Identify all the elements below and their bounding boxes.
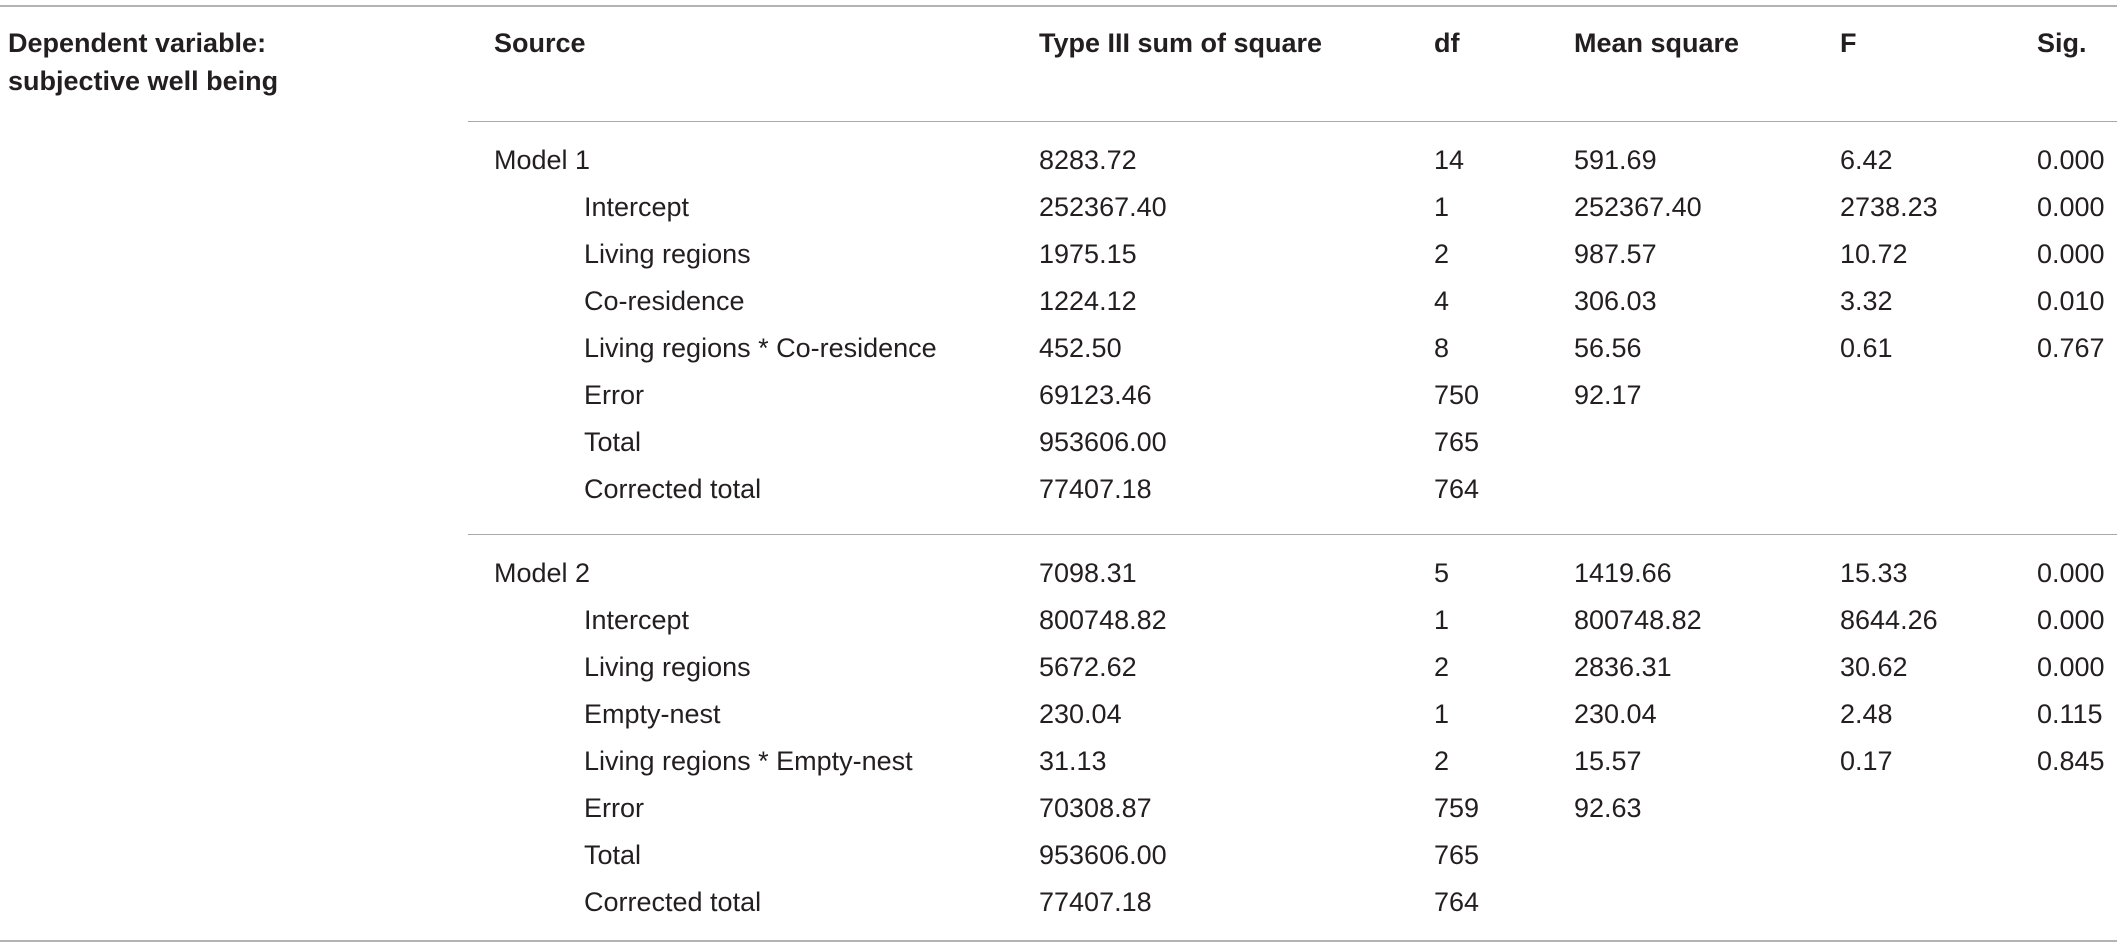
table-top-rule <box>0 5 2117 7</box>
cell-sig: 0.000 <box>2037 558 2105 588</box>
cell-f: 3.32 <box>1840 286 1893 316</box>
cell-df: 1 <box>1434 699 1450 729</box>
cell-df: 765 <box>1434 840 1480 870</box>
header-sig: Sig. <box>2037 28 2087 58</box>
cell-source: Model 2 <box>494 558 591 588</box>
cell-mean-square: 2836.31 <box>1574 652 1672 682</box>
table-row <box>0 644 2117 691</box>
cell-sig: 0.010 <box>2037 286 2105 316</box>
cell-source: Living regions <box>584 652 751 682</box>
cell-sum-of-squares: 5672.62 <box>1039 652 1137 682</box>
cell-f: 30.62 <box>1840 652 1908 682</box>
cell-mean-square: 230.04 <box>1574 699 1657 729</box>
cell-mean-square: 1419.66 <box>1574 558 1672 588</box>
header-source: Source <box>494 28 586 58</box>
cell-f: 8644.26 <box>1840 605 1938 635</box>
cell-mean-square: 252367.40 <box>1574 192 1702 222</box>
cell-sum-of-squares: 8283.72 <box>1039 145 1137 175</box>
cell-mean-square: 987.57 <box>1574 239 1657 269</box>
cell-sum-of-squares: 70308.87 <box>1039 793 1152 823</box>
cell-sum-of-squares: 252367.40 <box>1039 192 1167 222</box>
cell-df: 764 <box>1434 887 1480 917</box>
table-row <box>0 372 2117 419</box>
cell-df: 2 <box>1434 239 1450 269</box>
cell-sig: 0.000 <box>2037 239 2105 269</box>
cell-source: Living regions <box>584 239 751 269</box>
cell-sum-of-squares: 230.04 <box>1039 699 1122 729</box>
cell-df: 2 <box>1434 652 1450 682</box>
cell-f: 2.48 <box>1840 699 1893 729</box>
table-header-row <box>0 24 2117 64</box>
cell-sum-of-squares: 953606.00 <box>1039 840 1167 870</box>
cell-source: Intercept <box>584 605 690 635</box>
cell-f: 15.33 <box>1840 558 1908 588</box>
cell-mean-square: 15.57 <box>1574 746 1642 776</box>
cell-source: Total <box>584 427 642 457</box>
table-row <box>0 419 2117 466</box>
cell-mean-square: 56.56 <box>1574 333 1642 363</box>
cell-sum-of-squares: 7098.31 <box>1039 558 1137 588</box>
cell-source: Error <box>584 380 644 410</box>
cell-df: 750 <box>1434 380 1480 410</box>
cell-mean-square: 92.63 <box>1574 793 1642 823</box>
cell-f: 0.17 <box>1840 746 1893 776</box>
table-row <box>0 325 2117 372</box>
cell-df: 2 <box>1434 746 1450 776</box>
cell-df: 1 <box>1434 192 1450 222</box>
table-row <box>0 278 2117 325</box>
header-sum-of-squares: Type III sum of square <box>1039 28 1323 58</box>
dependent-variable-caption: Dependent variable: <box>8 28 267 58</box>
cell-df: 759 <box>1434 793 1480 823</box>
cell-mean-square: 306.03 <box>1574 286 1657 316</box>
cell-df: 1 <box>1434 605 1450 635</box>
cell-df: 14 <box>1434 145 1465 175</box>
table-row <box>0 879 2117 926</box>
cell-f: 6.42 <box>1840 145 1893 175</box>
model-row <box>0 550 2117 597</box>
cell-sum-of-squares: 1975.15 <box>1039 239 1137 269</box>
cell-df: 765 <box>1434 427 1480 457</box>
table-row <box>0 597 2117 644</box>
cell-df: 5 <box>1434 558 1450 588</box>
table-row <box>0 184 2117 231</box>
model-divider-rule <box>468 534 2117 535</box>
cell-sig: 0.000 <box>2037 192 2105 222</box>
table-row <box>0 691 2117 738</box>
header-divider-rule <box>468 121 2117 122</box>
cell-f: 10.72 <box>1840 239 1908 269</box>
cell-sum-of-squares: 69123.46 <box>1039 380 1152 410</box>
cell-mean-square: 800748.82 <box>1574 605 1702 635</box>
cell-source: Living regions * Co-residence <box>584 333 937 363</box>
table-row <box>0 785 2117 832</box>
table-row <box>0 832 2117 879</box>
cell-sum-of-squares: 953606.00 <box>1039 427 1167 457</box>
cell-source: Error <box>584 793 644 823</box>
cell-source: Total <box>584 840 642 870</box>
cell-source: Corrected total <box>584 887 762 917</box>
cell-sig: 0.845 <box>2037 746 2105 776</box>
cell-mean-square: 92.17 <box>1574 380 1642 410</box>
cell-mean-square: 591.69 <box>1574 145 1657 175</box>
cell-sig: 0.767 <box>2037 333 2105 363</box>
cell-sig: 0.115 <box>2037 699 2103 729</box>
table-row <box>0 231 2117 278</box>
table-bottom-rule <box>0 940 2117 942</box>
header-df: df <box>1434 28 1460 58</box>
cell-df: 8 <box>1434 333 1450 363</box>
cell-sig: 0.000 <box>2037 605 2105 635</box>
dependent-variable-name: subjective well being <box>8 66 279 96</box>
cell-df: 764 <box>1434 474 1480 504</box>
model-row <box>0 137 2117 184</box>
cell-sum-of-squares: 452.50 <box>1039 333 1122 363</box>
cell-sum-of-squares: 1224.12 <box>1039 286 1137 316</box>
cell-df: 4 <box>1434 286 1450 316</box>
cell-sum-of-squares: 77407.18 <box>1039 474 1152 504</box>
table-row <box>0 466 2117 513</box>
cell-sum-of-squares: 77407.18 <box>1039 887 1152 917</box>
cell-source: Model 1 <box>494 145 591 175</box>
cell-source: Intercept <box>584 192 690 222</box>
cell-sig: 0.000 <box>2037 145 2105 175</box>
cell-source: Living regions * Empty-nest <box>584 746 913 776</box>
cell-source: Corrected total <box>584 474 762 504</box>
header-f: F <box>1840 28 1857 58</box>
cell-source: Empty-nest <box>584 699 721 729</box>
table-row <box>0 738 2117 785</box>
cell-f: 0.61 <box>1840 333 1893 363</box>
header-mean-square: Mean square <box>1574 28 1740 58</box>
cell-sum-of-squares: 31.13 <box>1039 746 1107 776</box>
cell-source: Co-residence <box>584 286 745 316</box>
cell-sum-of-squares: 800748.82 <box>1039 605 1167 635</box>
cell-f: 2738.23 <box>1840 192 1938 222</box>
cell-sig: 0.000 <box>2037 652 2105 682</box>
